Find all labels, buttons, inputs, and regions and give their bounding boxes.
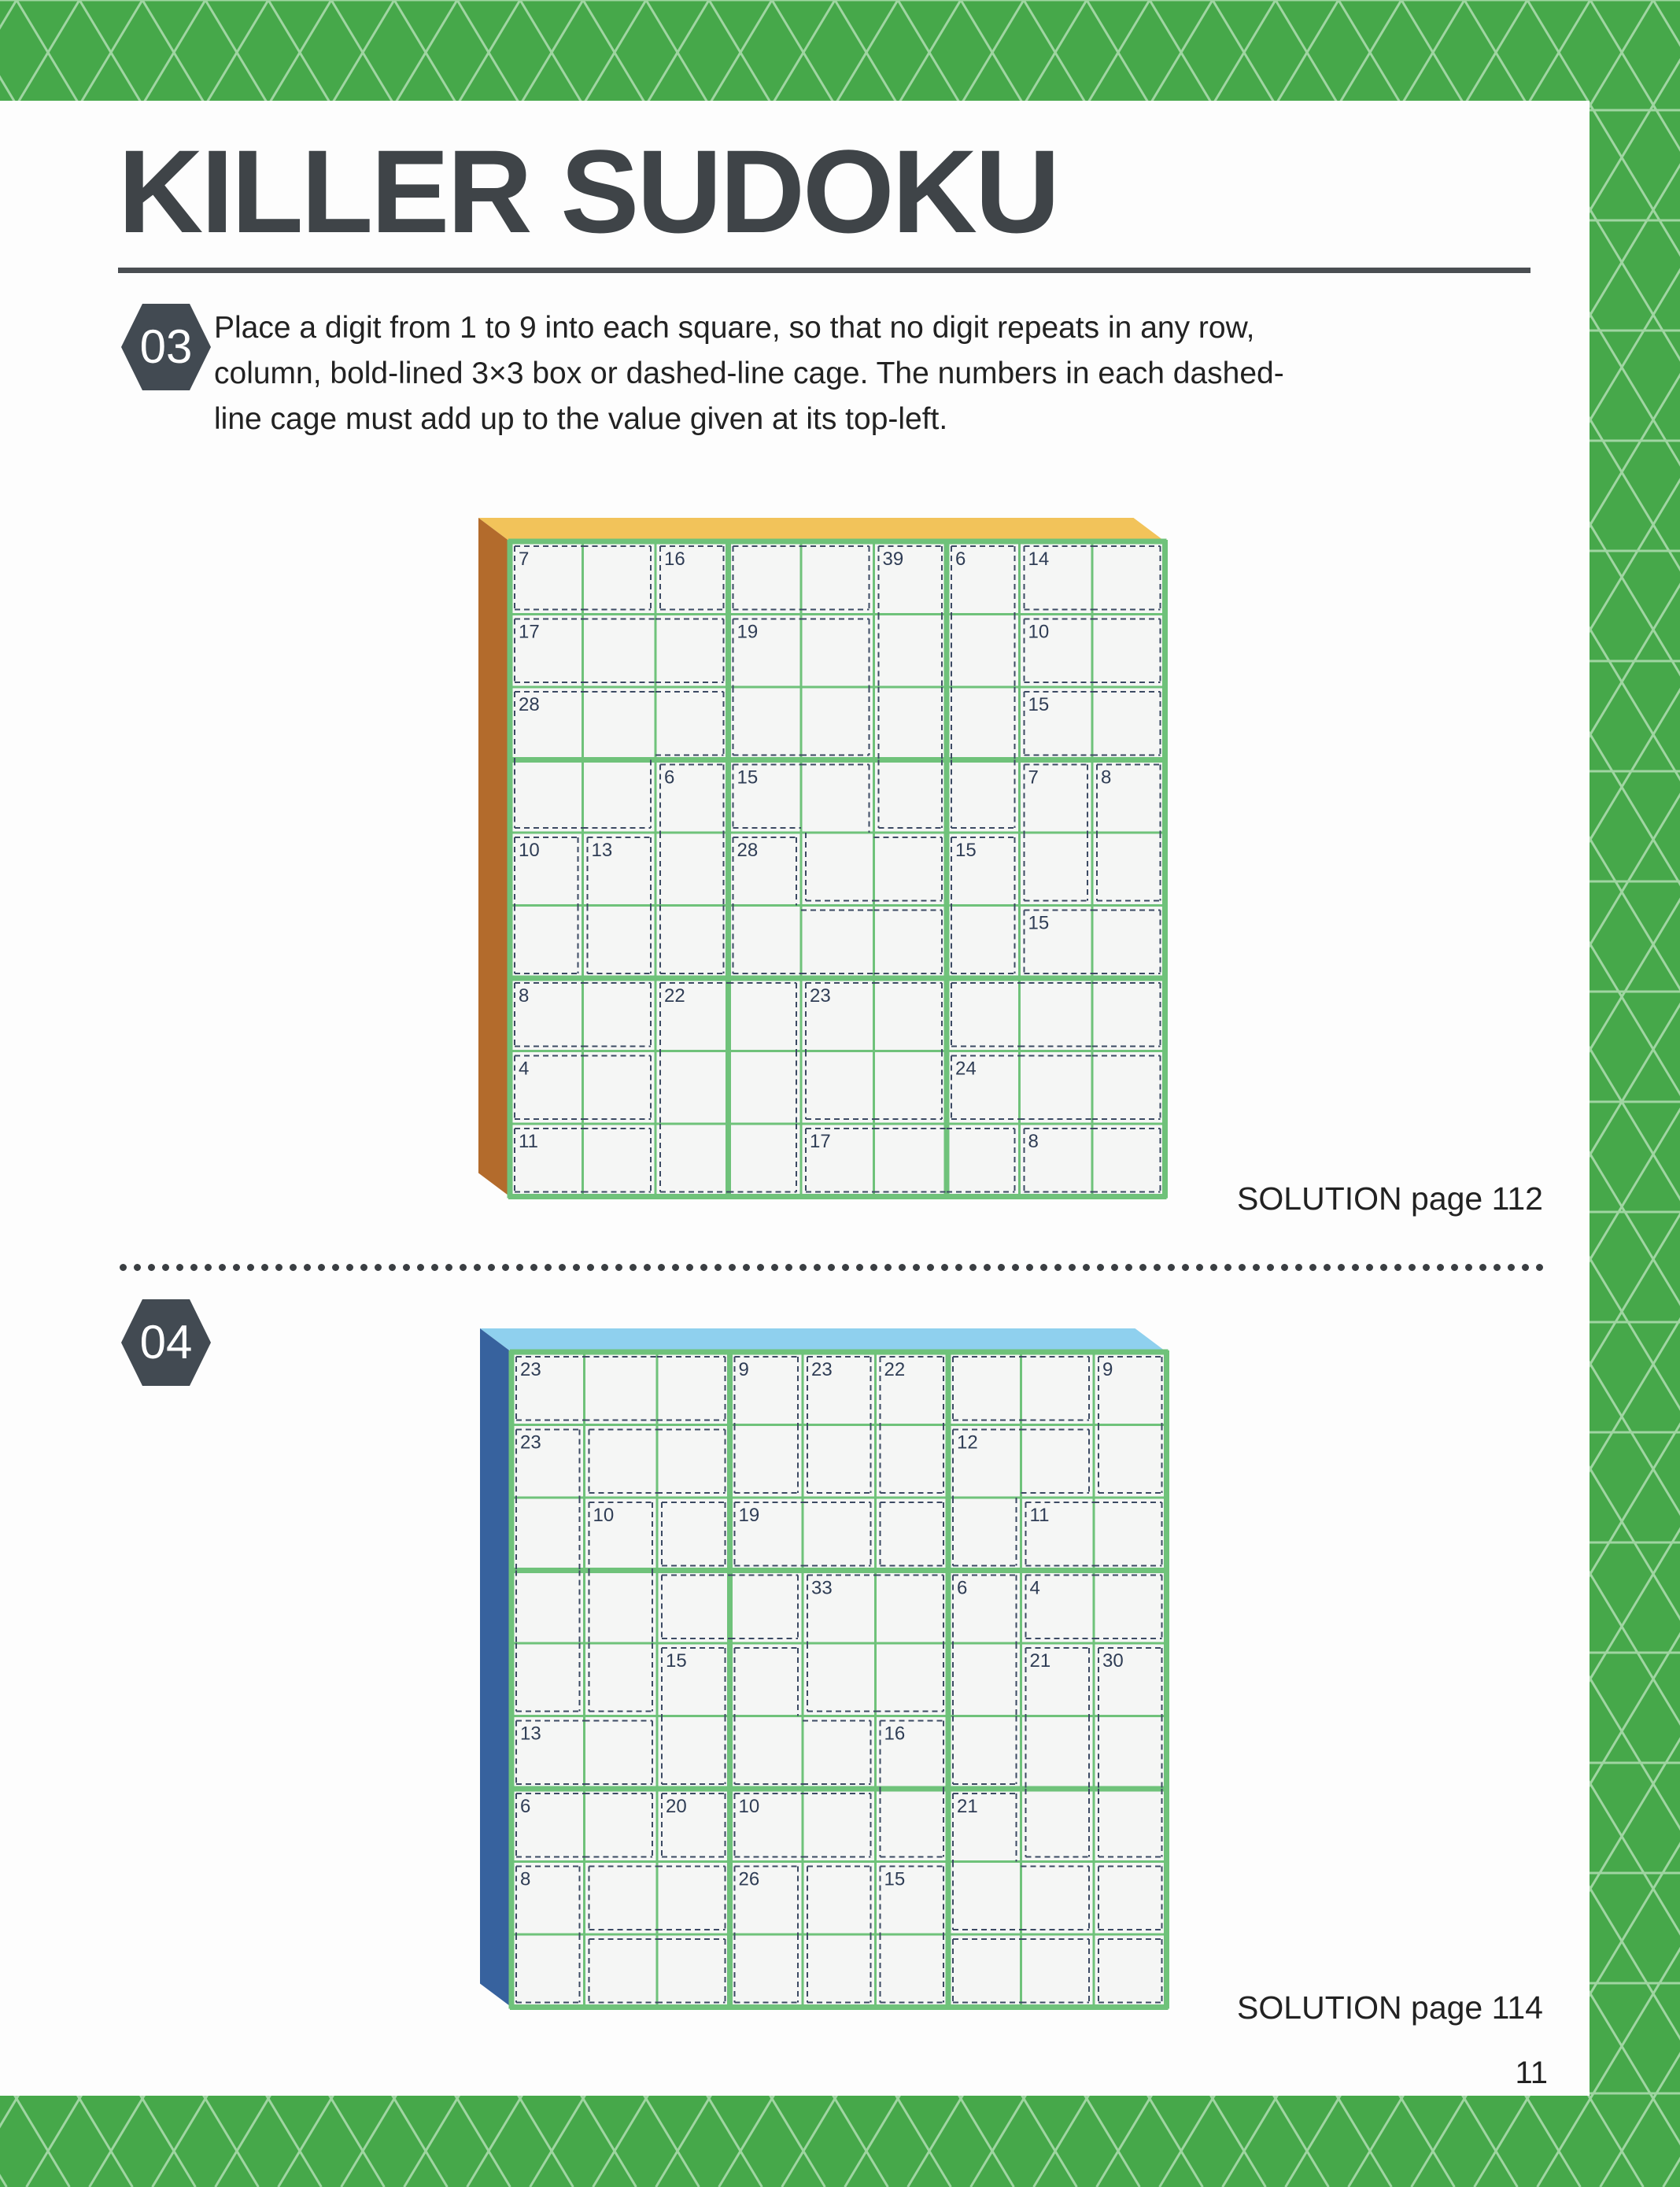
title-rule xyxy=(118,268,1530,273)
cage-clue: 6 xyxy=(664,767,675,789)
cage-clue: 7 xyxy=(519,549,530,570)
cage-clue: 23 xyxy=(811,1359,833,1380)
cage-clue: 4 xyxy=(519,1058,530,1080)
slab-side xyxy=(478,518,510,1197)
cage-clue: 16 xyxy=(884,1723,906,1745)
puzzle-04-number: 04 xyxy=(139,1316,193,1369)
slab-top xyxy=(480,1328,1167,1352)
cage-clue: 23 xyxy=(810,985,831,1007)
cage-clue: 13 xyxy=(520,1723,541,1745)
cage-clue: 10 xyxy=(738,1796,760,1817)
cage-clue: 26 xyxy=(738,1868,760,1890)
cage-clue: 15 xyxy=(884,1868,906,1890)
cage-clue: 17 xyxy=(810,1131,831,1152)
cage-clue: 39 xyxy=(882,549,904,570)
cage-clue: 22 xyxy=(664,985,685,1007)
cage-clue: 12 xyxy=(957,1432,978,1454)
cage-clue: 9 xyxy=(1102,1359,1113,1380)
cage-clue: 11 xyxy=(519,1131,538,1152)
cage-clue: 23 xyxy=(520,1432,541,1454)
cage-clue: 4 xyxy=(1029,1577,1040,1599)
cage-clue: 16 xyxy=(664,549,685,570)
cage-clue: 10 xyxy=(593,1505,615,1526)
cage-clue: 9 xyxy=(738,1359,749,1380)
cage-clue: 8 xyxy=(520,1868,531,1890)
slab-side xyxy=(480,1328,511,2008)
cage-clue: 13 xyxy=(591,840,613,861)
cage-clue: 20 xyxy=(666,1796,687,1817)
cage-clue: 15 xyxy=(666,1650,687,1672)
solution-reference-03: SOLUTION page 112 xyxy=(1237,1180,1543,1217)
grid-face xyxy=(511,1352,1167,2008)
puzzle-04-badge xyxy=(118,1295,214,1391)
cage-clue: 8 xyxy=(1028,1131,1039,1152)
cage-clue: 15 xyxy=(1028,694,1050,715)
cage-clue: 28 xyxy=(737,840,759,861)
cage-clue: 17 xyxy=(519,621,540,643)
puzzle-04 xyxy=(474,1324,1182,2035)
cage-clue: 23 xyxy=(520,1359,541,1380)
page-title: KILLER SUDOKU xyxy=(118,125,1058,257)
cage-clue: 8 xyxy=(1101,767,1112,789)
cage-clue: 8 xyxy=(519,985,530,1007)
puzzle-03-badge xyxy=(118,299,214,395)
puzzle-03-number: 03 xyxy=(139,320,193,373)
cage-clue: 21 xyxy=(1029,1650,1051,1672)
cage-clue: 30 xyxy=(1102,1650,1124,1672)
cage-clue: 21 xyxy=(957,1796,978,1817)
cage-clue: 15 xyxy=(1028,912,1050,934)
cage-clue: 22 xyxy=(884,1359,906,1380)
cage-clue: 6 xyxy=(955,549,966,570)
cage-clue: 19 xyxy=(737,621,759,643)
solution-reference-04: SOLUTION page 114 xyxy=(1237,1989,1543,2026)
cage-clue: 11 xyxy=(1029,1505,1050,1526)
cage-clue: 33 xyxy=(811,1577,833,1599)
cage-clue: 14 xyxy=(1028,549,1050,570)
cage-clue: 10 xyxy=(1028,621,1050,643)
cage-clue: 19 xyxy=(738,1505,760,1526)
slab-top xyxy=(478,518,1165,541)
cage-clue: 24 xyxy=(955,1058,977,1080)
page-number: 11 xyxy=(1515,2056,1548,2090)
cage-clue: 6 xyxy=(520,1796,531,1817)
killer-sudoku-grid-04[interactable] xyxy=(474,1324,1182,2032)
grid-face xyxy=(510,541,1165,1197)
cage-clue: 6 xyxy=(957,1577,968,1599)
puzzle-03 xyxy=(472,513,1180,1225)
instructions-text: Place a digit from 1 to 9 into each square, so that no digit repeats in any row, column, bold-lined 3×3 box or dashed-line cage. The numbers in each dashed-line cage must add up to the value given at its top-left. xyxy=(214,311,1284,436)
cage-clue: 15 xyxy=(955,840,977,861)
section-divider xyxy=(120,1264,1544,1271)
cage-clue: 15 xyxy=(737,767,759,789)
cage-clue: 10 xyxy=(519,840,540,861)
cage-clue: 7 xyxy=(1028,767,1039,789)
cage-clue: 28 xyxy=(519,694,540,715)
killer-sudoku-grid-03[interactable] xyxy=(472,513,1180,1221)
